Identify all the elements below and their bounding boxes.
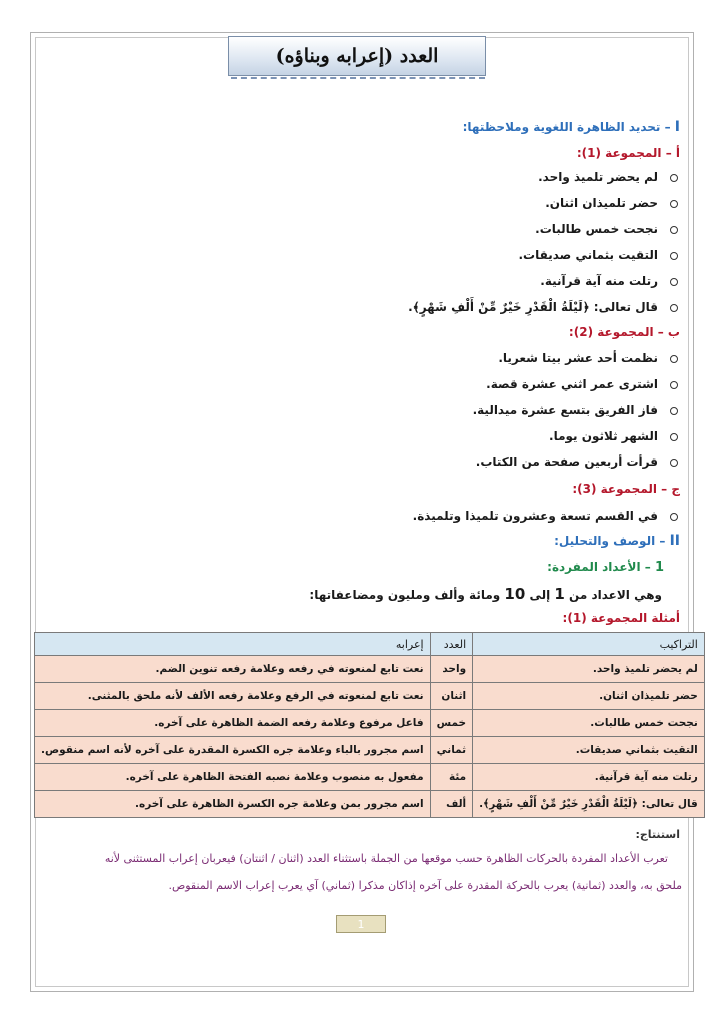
bullet-icon [670,407,678,415]
page-title: العدد (إعرابه وبناؤه) [228,36,486,76]
title-dashed-underline [231,77,485,79]
list-item: نجحت خمس طالبات. [535,223,678,235]
section-1-heading: I – تحديد الظاهرة اللغوية وملاحظتها: [462,119,680,135]
table-cell: مفعول به منصوب وعلامة نصبه الفتحة الظاهرة على آخره. [35,764,431,791]
examples-heading: أمثلة المجموعة (1): [562,611,680,625]
table-cell: واحد [430,656,473,683]
table-cell: اثنان [430,683,473,710]
bullet-icon [670,433,678,441]
table-cell: التقيت بثماني صديقات. [473,737,705,764]
bullet-icon [670,459,678,467]
table-cell: لم يحضر تلميذ واحد. [473,656,705,683]
bullet-icon [670,278,678,286]
table-row [35,737,705,764]
table-row [35,791,705,818]
bullet-icon [670,174,678,182]
table-row [35,683,705,710]
table-cell: نجحت خمس طالبات. [473,710,705,737]
bullet-icon [670,252,678,260]
group-b-heading: ب – المجموعة (2): [568,325,680,339]
table-cell: رتلت منه آية قرآنية. [473,764,705,791]
section-2-heading: II – الوصف والتحليل: [554,533,680,549]
subsection-1-heading: 1 – الأعداد المفردة: [547,560,664,575]
bullet-icon [670,381,678,389]
column-header: العدد [430,633,473,656]
table-cell: نعت تابع لمنعوته في الرفع وعلامة رفعه الألف لأنه ملحق بالمثنى. [35,683,431,710]
definition-text: وهي الاعداد من 1 إلى 10 ومائة وألف ومليون ومضاعفاتها: [309,585,662,603]
list-item: التقيت بثماني صديقات. [518,249,678,261]
list-item: الشهر ثلاثون يوما. [549,430,678,442]
list-item: رتلت منه آية قرآنية. [540,275,678,287]
list-item: اشترى عمر اثني عشرة قصة. [486,378,678,390]
table-cell: قال تعالى: ﴿لَيْلَةُ الْقَدْرِ خَيْرٌ مِّنْ أَلْفِ شَهْرٍ﴾. [473,791,705,818]
table-cell: فاعل مرفوع وعلامة رفعه الضمة الظاهرة على آخره. [35,710,431,737]
list-item: في القسم تسعة وعشرون تلميذا وتلميذة. [413,510,678,522]
bullet-icon [670,513,678,521]
column-header: إعرابه [35,633,431,656]
page-number: 1 [336,915,386,933]
group-c-heading: ج – المجموعة (3): [572,482,680,496]
table-cell: ثماني [430,737,473,764]
group-a-heading: أ – المجموعة (1): [576,146,680,160]
table-cell: ألف [430,791,473,818]
conclusion-line: تعرب الأعداد المفردة بالحركات الظاهرة حسب موقعها من الجملة باستثناء العدد (اثنان / اثنتان) فيعربان إعراب المستثنى لأنه [104,852,668,865]
table-row [35,764,705,791]
table-cell: نعت تابع لمنعوته في رفعه وعلامة رفعه تنوين الضم. [35,656,431,683]
list-item: فاز الفريق بتسع عشرة ميدالية. [473,404,678,416]
conclusion-heading: استنتاج: [635,828,680,841]
examples-table [34,632,705,818]
list-item: لم يحضر تلميذ واحد. [538,171,678,183]
table-header-row [35,633,705,656]
table-cell: اسم مجرور بمن وعلامة جره الكسرة الظاهرة على آخره. [35,791,431,818]
list-item: قال تعالى: ﴿لَيْلَةُ الْقَدْرِ خَيْرٌ مِّنْ أَلْفِ شَهْرٍ﴾. [408,301,678,313]
bullet-icon [670,200,678,208]
bullet-icon [670,226,678,234]
table-row [35,710,705,737]
list-item: نظمت أحد عشر بيتا شعريا. [498,352,678,364]
table-row [35,656,705,683]
table-cell: حضر تلميذان اثنان. [473,683,705,710]
conclusion-line: ملحق به، والعدد (ثمانية) يعرب بالحركة المقدرة على آخره إذاكان مذكرا (ثماني) آي يعرب إعراب الاسم المنقوص. [168,879,682,892]
list-item: حضر تلميذان اثنان. [545,197,678,209]
table-cell: مئة [430,764,473,791]
column-header: التراكيب [473,633,705,656]
table-cell: خمس [430,710,473,737]
bullet-icon [670,355,678,363]
list-item: قرأت أربعين صفحة من الكتاب. [476,456,678,468]
table-cell: اسم مجرور بالباء وعلامة جره الكسرة المقدرة على آخره لأنه اسم منقوص. [35,737,431,764]
bullet-icon [670,304,678,312]
